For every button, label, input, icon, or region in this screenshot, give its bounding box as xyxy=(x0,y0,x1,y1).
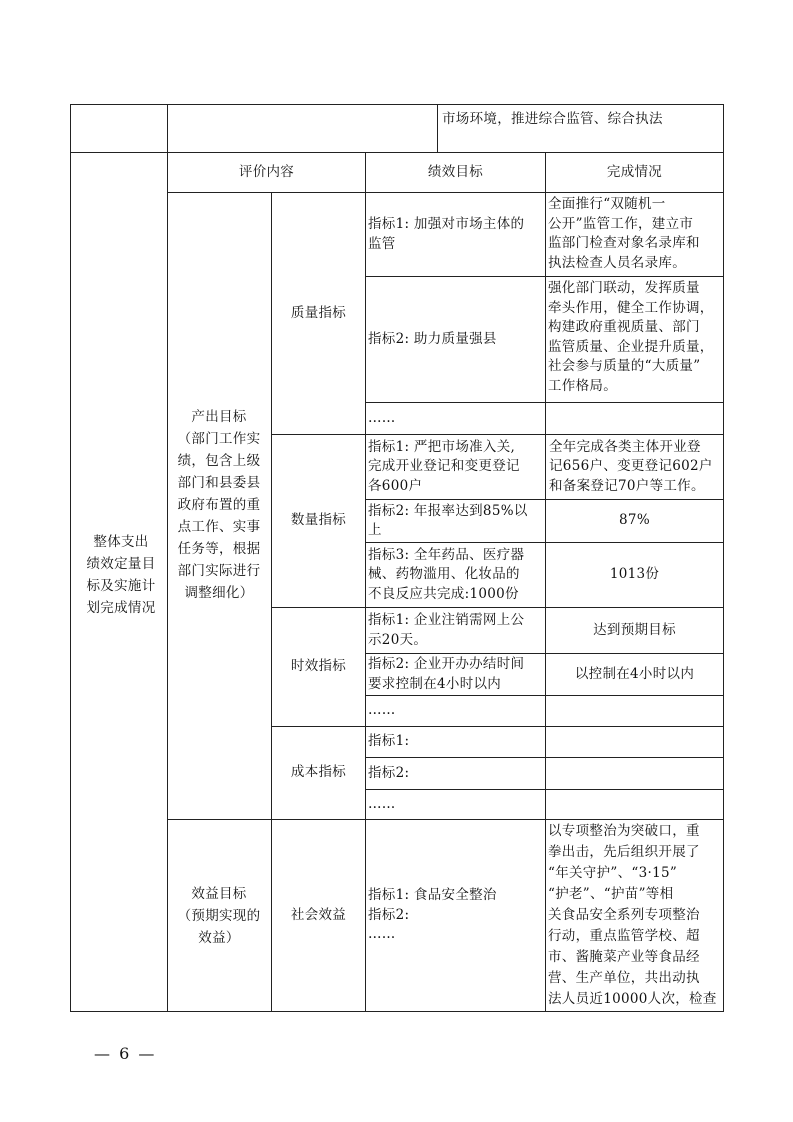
cost-target-1: 指标1: xyxy=(368,733,410,750)
quantity-target-1: 指标1: 严把市场准入关, 完成开业登记和变更登记 各600户 xyxy=(368,438,520,494)
timeliness-target-3: …… xyxy=(368,702,396,719)
quality-target-1: 指标1: 加强对市场主体的 监管 xyxy=(368,216,525,252)
column-divider xyxy=(437,105,438,152)
timeliness-completion-2: 以控制在4小时以内 xyxy=(574,665,695,682)
quality-completion-1: 全面推行“双随机一 公开”监管工作，建立市 监部门检查对象名录库和 执法检查人员名录库。 xyxy=(548,196,700,271)
quantity-target-2: 指标2: 年报率达到85%以 上 xyxy=(368,502,528,538)
performance-table xyxy=(70,104,724,1012)
social-benefit-completion: 以专项整治为突破口，重 拳出击，先后组织开展了 “年关守护”、“3·15” “护老”、“护苗”等相 关食品安全系列专项整治 行动，重点监管学校、超 市、酱腌菜产业等食品经 营、生产单位，共出动执 法人员近10000人次，检查 xyxy=(548,823,717,1007)
quantity-target-3: 指标3: 全年药品、医疗器 械、药物滥用、化妆品的 不良反应共完成:1000份 xyxy=(368,546,525,602)
quantity-completion-2: 87% xyxy=(619,512,650,529)
output-goal-label: 产出目标 （部门工作实 绩，包含上级 部门和县委县 政府布置的重 点工作、实事 任务等，根据 部门实际进行 调整细化） xyxy=(177,409,261,601)
quantity-completion-3: 1013份 xyxy=(609,566,660,583)
header-completion-status: 完成情况 xyxy=(606,163,663,180)
timeliness-completion-1: 达到预期目标 xyxy=(593,621,676,638)
cost-indicator-label: 成本指标 xyxy=(290,764,347,781)
social-benefit-target: 指标1: 食品安全整治 指标2: …… xyxy=(368,887,497,943)
section-label: 整体支出 绩效定量目 标及实施计 划完成情况 xyxy=(86,534,156,616)
cost-target-2: 指标2: xyxy=(368,764,410,781)
benefit-goal-label: 效益目标 （预期实现的 效益） xyxy=(177,885,261,946)
page-number: — 6 — xyxy=(94,1044,157,1063)
cost-target-3: …… xyxy=(368,795,396,812)
quality-completion-2: 强化部门联动，发挥质量 牵头作用，健全工作协调， 构建政府重视质量、部门 监管质量、企业提升质量， 社会参与质量的“大质量” 工作格局。 xyxy=(548,280,714,394)
continuation-text: 市场环境，推进综合监管、综合执法 xyxy=(442,111,663,128)
timeliness-indicator-label: 时效指标 xyxy=(290,658,347,675)
quantity-completion-1: 全年完成各类主体开业登 记656户、变更登记602户 和备案登记70户等工作。 xyxy=(549,438,713,494)
quality-target-3: …… xyxy=(368,409,396,426)
header-performance-target: 绩效目标 xyxy=(427,163,484,180)
quality-indicator-label: 质量指标 xyxy=(290,304,347,321)
column-divider xyxy=(167,105,168,1011)
header-evaluation-content: 评价内容 xyxy=(238,163,295,180)
quality-target-2: 指标2: 助力质量强县 xyxy=(368,330,497,347)
timeliness-target-1: 指标1: 企业注销需网上公 示20天。 xyxy=(368,612,525,648)
timeliness-target-2: 指标2: 企业开办办结时间 要求控制在4小时以内 xyxy=(368,656,525,692)
social-benefit-label: 社会效益 xyxy=(290,906,347,923)
quantity-indicator-label: 数量指标 xyxy=(290,512,347,529)
